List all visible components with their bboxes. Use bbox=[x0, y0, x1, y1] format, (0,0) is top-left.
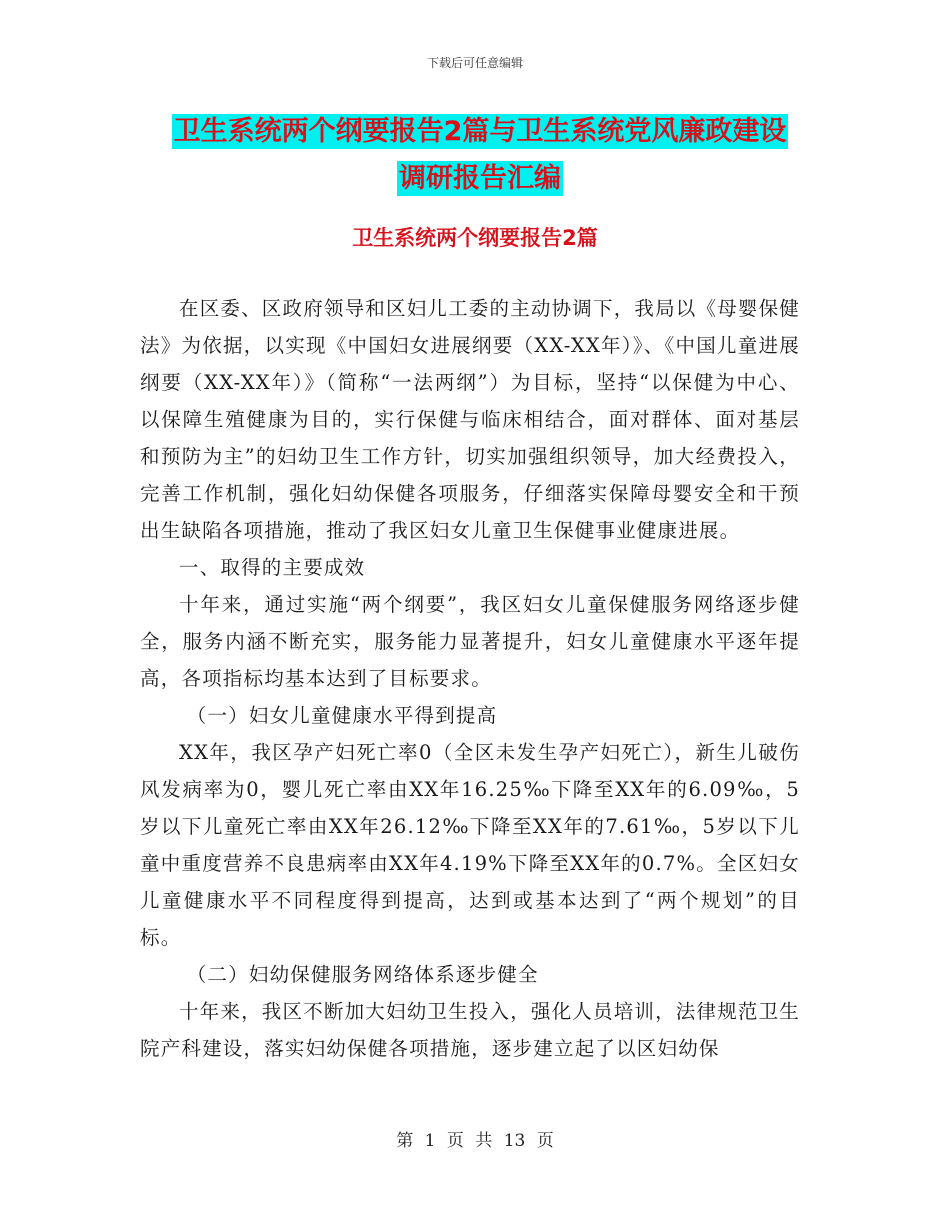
paragraph-service-network: 十年来，我区不断加大妇幼卫生投入，强化人员培训，法律规范卫生院产科建设，落实妇幼保健各项措施，逐步建立起了以区妇幼保 bbox=[140, 1000, 801, 1060]
document-body bbox=[140, 290, 800, 1067]
paragraph-intro: 在区委、区政府领导和区妇儿工委的主动协调下，我局以《母婴保健法》为依据，以实现《中国妇女进展纲要（XX-XX年）》、《中国儿童进展纲要（XX-XX年）》（简称“一法两纲”）为目标，坚持“以保健为中心、以保障生殖健康为目的，实行保健与临床相结合，面对群体、面对基层和预防为主”的妇幼卫生工作方针，切实加强组织领导，加大经费投入，完善工作机制，强化妇幼保健各项服务，仔细落实保障母婴安全和干预出生缺陷各项措施，推动了我区妇女儿童卫生保健事业健康进展。 bbox=[140, 297, 801, 542]
page-header-note: 下载后可任意编辑 bbox=[426, 56, 523, 70]
subheading-health-level: （一）妇女儿童健康水平得到提高 bbox=[186, 704, 498, 727]
document-title-line-2: 调研报告汇编 bbox=[399, 163, 561, 194]
document-title-line-1: 卫生系统两个纲要报告2篇与卫生系统党风廉政建设 bbox=[173, 116, 787, 147]
page-footer: 第 1 页 共 13 页 bbox=[396, 1131, 554, 1151]
section-title: 卫生系统两个纲要报告2篇 bbox=[352, 226, 598, 250]
document-title bbox=[140, 108, 820, 202]
heading-main-achievements: 一、取得的主要成效 bbox=[179, 556, 366, 579]
paragraph-health-stats: XX年，我区孕产妇死亡率0（全区未发生孕产妇死亡），新生儿破伤风发病率为0，婴儿死亡率由XX年16.25‰下降至XX年的6.09‰，5岁以下儿童死亡率由XX年26.12‰下降至XX年的7.61‰，5岁以下儿童中重度营养不良患病率由XX年4.19%下降至XX年的0.7%。全区妇女儿童健康水平不同程度得到提高，达到或基本达到了“两个规划”的目标。 bbox=[140, 741, 800, 949]
subheading-service-network: （二）妇幼保健服务网络体系逐步健全 bbox=[186, 963, 539, 986]
paragraph-achievements: 十年来，通过实施“两个纲要”，我区妇女儿童保健服务网络逐步健全，服务内涵不断充实，服务能力显著提升，妇女儿童健康水平逐年提高，各项指标均基本达到了目标要求。 bbox=[140, 593, 800, 690]
